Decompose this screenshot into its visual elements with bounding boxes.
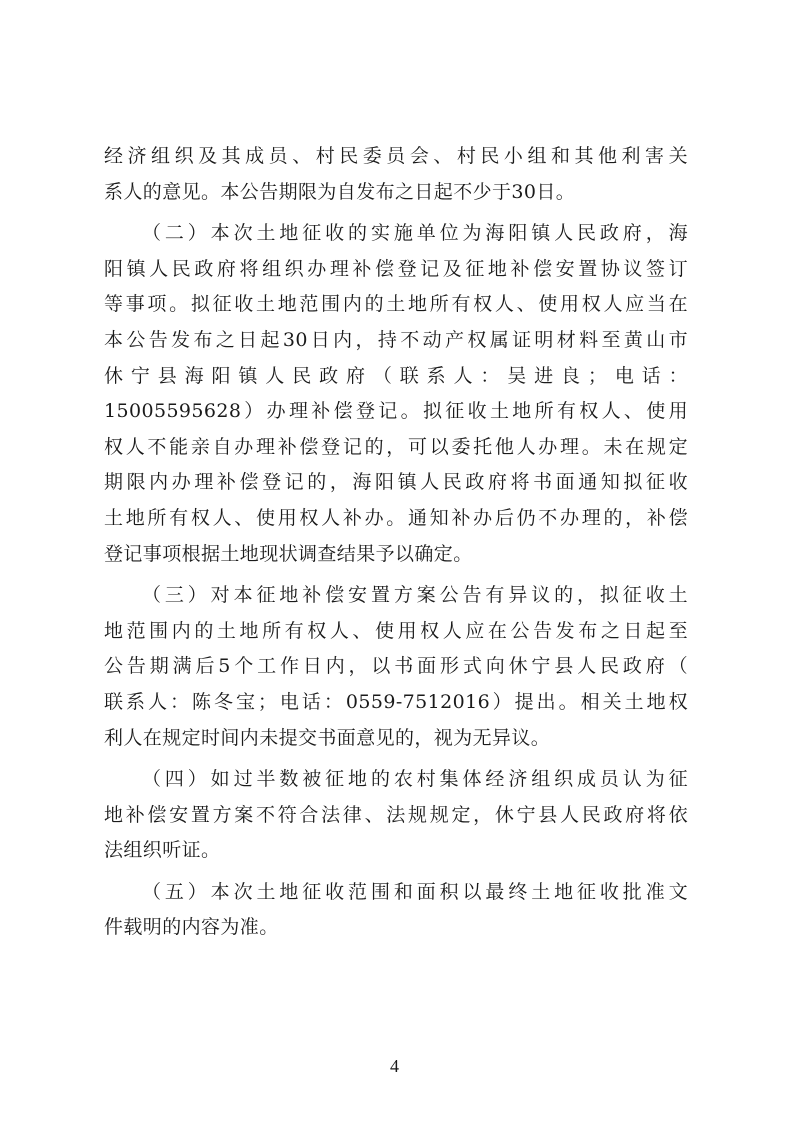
text-line: 等事项。拟征收土地范围内的土地所有权人、使用权人应当在: [104, 293, 688, 316]
text-line: 期限内办理补偿登记的，海阳镇人民政府将书面通知拟征收: [104, 471, 688, 494]
text-line: 经济组织及其成员、村民委员会、村民小组和其他利害关: [104, 145, 688, 167]
text-line: 联系人：陈冬宝；电话：0559-7512016）提出。相关土地权: [104, 690, 688, 713]
text-line: 15005595628）办理补偿登记。拟征收土地所有权人、使用: [104, 400, 688, 423]
text-line: （二）本次土地征收的实施单位为海阳镇人民政府，海: [142, 222, 688, 245]
text-line: 权人不能亲自办理补偿登记的，可以委托他人办理。未在规定: [104, 435, 688, 458]
text-line: 系人的意见。本公告期限为自发布之日起不少于30日。: [104, 180, 576, 203]
text-line: （三）对本征地补偿安置方案公告有异议的，拟征收土: [142, 584, 688, 607]
text-line: 利人在规定时间内未提交书面意见的，视为无异议。: [104, 726, 551, 749]
text-line: 地范围内的土地所有权人、使用权人应在公告发布之日起至: [104, 619, 688, 642]
text-line: 休宁县海阳镇人民政府（联系人：吴进良；电话：: [104, 364, 688, 387]
text-line: 法组织听证。: [104, 839, 221, 862]
paragraph-3: [104, 578, 688, 756]
document-body: [104, 139, 688, 946]
text-line: 公告期满后5个工作日内，以书面形式向休宁县人民政府（: [104, 655, 688, 678]
text-line: 地补偿安置方案不符合法律、法规规定，休宁县人民政府将依: [104, 803, 688, 826]
text-line: 件载明的内容为准。: [104, 916, 279, 939]
text-line: 登记事项根据土地现状调查结果予以确定。: [104, 542, 473, 565]
paragraph-4: [104, 762, 688, 869]
text-line: 土地所有权人、使用权人补办。通知补办后仍不办理的，补偿: [104, 506, 688, 529]
page-number: 4: [390, 1056, 399, 1076]
paragraph-continuation: [104, 139, 688, 210]
paragraph-5: [104, 875, 688, 946]
paragraph-2: [104, 216, 688, 572]
text-line: 阳镇人民政府将组织办理补偿登记及征地补偿安置协议签订: [104, 257, 688, 280]
text-line: （五）本次土地征收范围和面积以最终土地征收批准文: [142, 880, 688, 903]
text-line: 本公告发布之日起30日内，持不动产权属证明材料至黄山市: [104, 328, 688, 351]
text-line: （四）如过半数被征地的农村集体经济组织成员认为征: [142, 768, 688, 791]
